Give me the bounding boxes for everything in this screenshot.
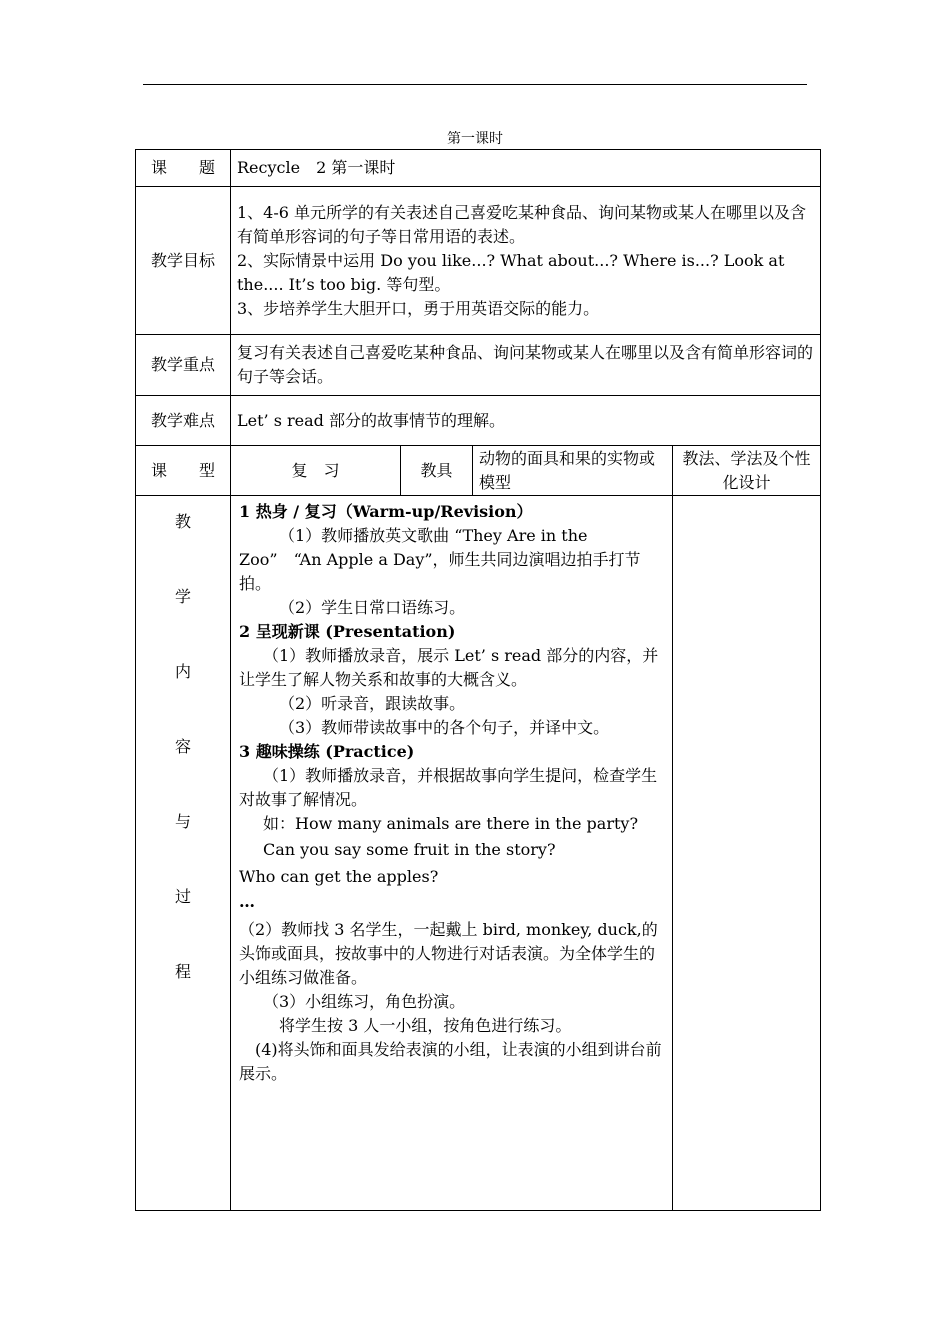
objective-item: 3、步培养学生大胆开口，勇于用英语交际的能力。 bbox=[237, 298, 600, 318]
objectives-value bbox=[231, 187, 821, 335]
section-practice-title: 3 趣味操练 (Practice) bbox=[239, 742, 415, 761]
process-label-char: 过 bbox=[174, 887, 191, 906]
method-design-label: 教法、学法及个性化设计 bbox=[673, 446, 821, 496]
row-objectives bbox=[136, 187, 821, 335]
objective-item: 2、实际情景中运用 Do you like...? What about...? Where is...? Look at the.... It’s too big. 等句型。 bbox=[237, 250, 785, 294]
process-question: Can you say some fruit in the story? bbox=[263, 840, 556, 859]
header-rule bbox=[143, 84, 807, 85]
row-topic bbox=[136, 150, 821, 187]
section-presentation-title: 2 呈现新课 (Presentation) bbox=[239, 622, 456, 641]
row-process bbox=[136, 496, 821, 1211]
process-content bbox=[231, 496, 673, 1211]
objective-item: 1、4-6 单元所学的有关表述自己喜爱吃某种食品、询问某物或某人在哪里以及含有简单形容词的句子等日常用语的表述。 bbox=[237, 202, 807, 246]
topic-value: Recycle 2 第一课时 bbox=[231, 150, 821, 187]
section-warmup-title: 1 热身 / 复习（Warm-up/Revision） bbox=[239, 502, 533, 521]
lesson-plan-table bbox=[135, 149, 821, 1211]
key-points-value: 复习有关表述自己喜爱吃某种食品、询问某物或某人在哪里以及含有简单形容词的句子等会话。 bbox=[231, 335, 821, 396]
process-label-char: 教 bbox=[174, 512, 191, 531]
key-points-label: 教学重点 bbox=[136, 335, 231, 396]
teaching-aids-label: 教具 bbox=[401, 446, 473, 496]
process-label-char: 与 bbox=[174, 812, 191, 831]
difficulties-label: 教学难点 bbox=[136, 396, 231, 446]
row-key-points bbox=[136, 335, 821, 396]
process-paragraph: （3）教师带读故事中的各个句子，并译中文。 bbox=[279, 718, 610, 737]
lesson-type-value: 复 习 bbox=[231, 446, 401, 496]
process-paragraph: （3）小组练习，角色扮演。 bbox=[263, 992, 466, 1011]
process-question: Who can get the apples? bbox=[239, 867, 439, 886]
process-label-char: 程 bbox=[174, 962, 191, 981]
process-paragraph: （1）教师播放英文歌曲 “They Are in the Zoo” “An Apple a Day”，师生共同边演唱边拍手打节拍。 bbox=[239, 526, 641, 593]
method-design-cell bbox=[673, 496, 821, 1211]
objectives-label: 教学目标 bbox=[136, 187, 231, 335]
process-ellipsis: … bbox=[239, 892, 255, 911]
teaching-aids-value: 动物的面具和果的实物或模型 bbox=[473, 446, 673, 496]
process-paragraph: （2）听录音，跟读故事。 bbox=[279, 694, 466, 713]
difficulties-value: Let’ s read 部分的故事情节的理解。 bbox=[231, 396, 821, 446]
process-label bbox=[136, 496, 231, 1211]
process-label-char: 容 bbox=[174, 737, 191, 756]
row-lesson-type bbox=[136, 446, 821, 496]
process-paragraph: （1）教师播放录音，并根据故事向学生提问，检查学生对故事了解情况。 bbox=[239, 766, 658, 809]
process-paragraph: (4)将头饰和面具发给表演的小组，让表演的小组到讲台前展示。 bbox=[239, 1040, 662, 1083]
process-label-char: 学 bbox=[174, 587, 191, 606]
process-paragraph: （2）教师找 3 名学生，一起戴上 bird, monkey, duck,的头饰或面具，按故事中的人物进行对话表演。为全体学生的小组练习做准备。 bbox=[239, 920, 658, 987]
topic-label: 课 题 bbox=[136, 150, 231, 187]
process-paragraph: 将学生按 3 人一小组，按角色进行练习。 bbox=[279, 1016, 572, 1035]
lesson-type-label: 课 型 bbox=[136, 446, 231, 496]
row-difficulties bbox=[136, 396, 821, 446]
page-caption: 第一课时 bbox=[447, 131, 503, 147]
process-question: 如：How many animals are there in the party? bbox=[263, 814, 639, 833]
process-label-char: 内 bbox=[174, 662, 191, 681]
process-paragraph: （1）教师播放录音，展示 Let’ s read 部分的内容，并让学生了解人物关系和故事的大概含义。 bbox=[239, 646, 659, 689]
process-paragraph: （2）学生日常口语练习。 bbox=[279, 598, 466, 617]
